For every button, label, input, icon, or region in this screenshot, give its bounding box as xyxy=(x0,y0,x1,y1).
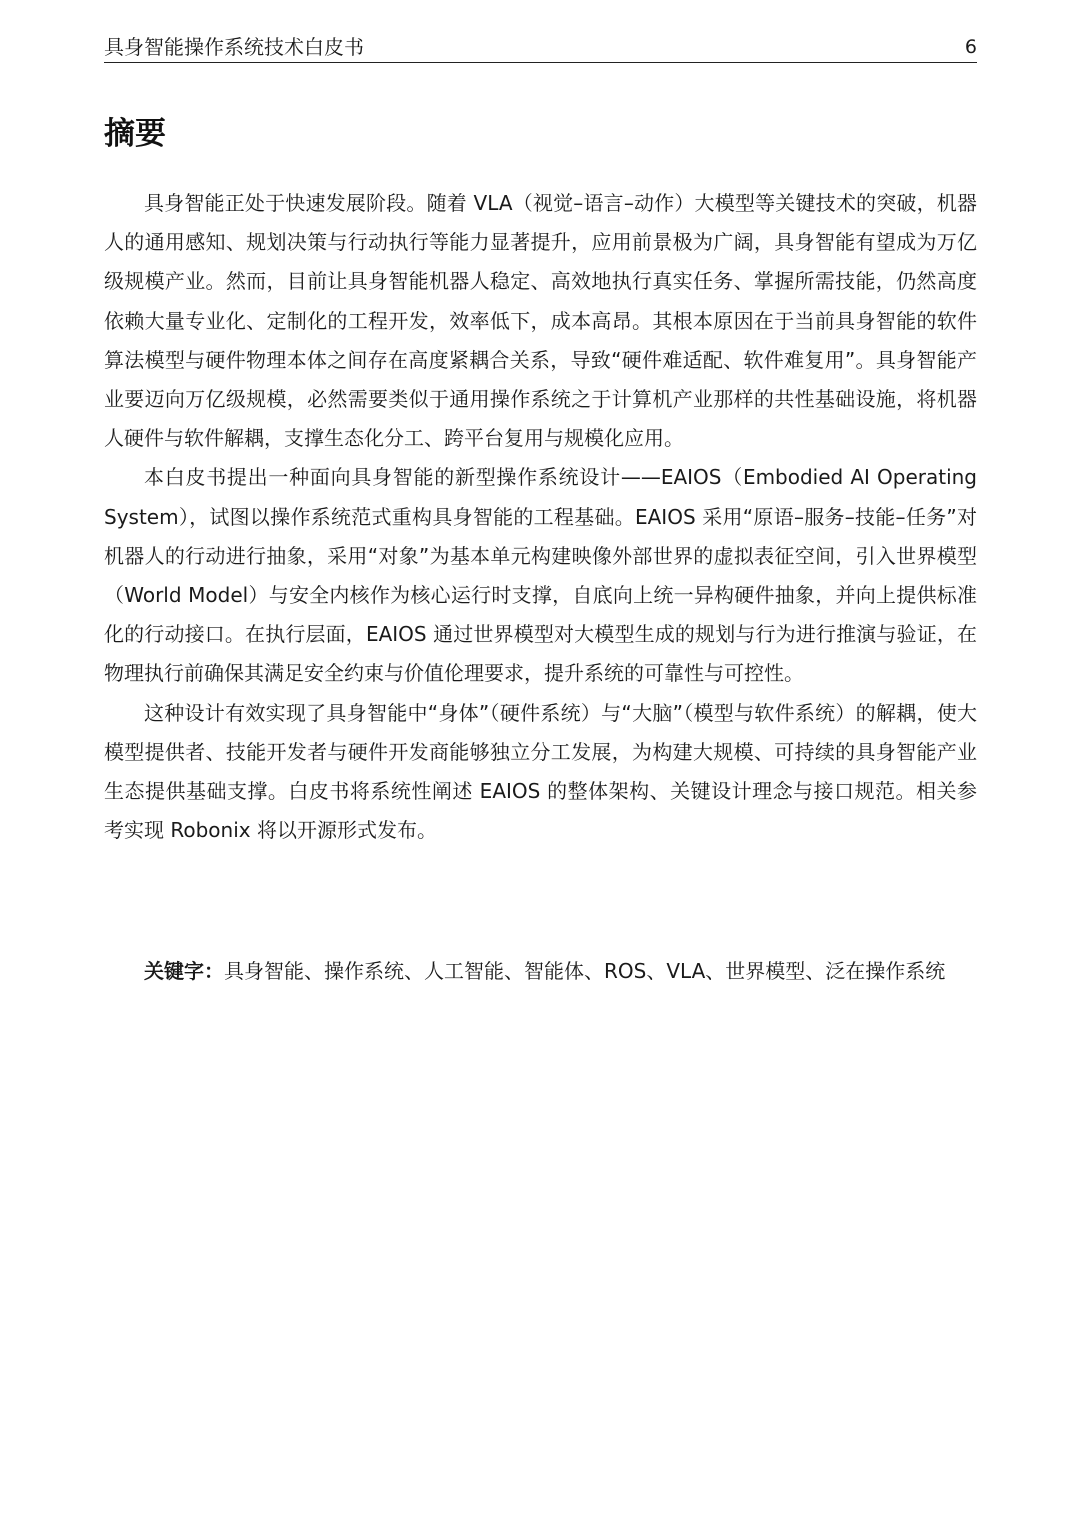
abstract-paragraph: 本白皮书提出一种面向具身智能的新型操作系统设计——EAIOS（Embodied AI Operating System），试图以操作系统范式重构具身智能的工程基础。EAIOS 采用“原语–服务–技能–任务”对机器人的行动进行抽象，采用“对象”为基本单元构建映像外部世界的虚拟表征空间，引入世界模型（World Model）与安全内核作为核心运行时支撑，自底向上统一异构硬件抽象，并向上提供标准化的行动接口。在执行层面，EAIOS 通过世界模型对大模型生成的规划与行为进行推演与验证，在物理执行前确保其满足安全约束与价值伦理要求，提升系统的可靠性与可控性。 xyxy=(104,465,977,686)
running-title: 具身智能操作系统技术白皮书 xyxy=(104,35,364,59)
page-number: 6 xyxy=(964,36,977,58)
abstract-body xyxy=(104,184,977,850)
keywords-label: 关键字： xyxy=(144,959,224,983)
abstract-paragraph: 这种设计有效实现了具身智能中“身体”（硬件系统）与“大脑”（模型与软件系统）的解耦，使大模型提供者、技能开发者与硬件开发商能够独立分工发展，为构建大规模、可持续的具身智能产业生态提供基础支撑。白皮书将系统性阐述 EAIOS 的整体架构、关键设计理念与接口规范。相关参考实现 Robonix 将以开源形式发布。 xyxy=(104,700,977,843)
abstract-paragraph: 具身智能正处于快速发展阶段。随着 VLA（视觉–语言–动作）大模型等关键技术的突破，机器人的通用感知、规划决策与行动执行等能力显著提升，应用前景极为广阔，具身智能有望成为万亿级规模产业。然而，目前让具身智能机器人稳定、高效地执行真实任务、掌握所需技能，仍然高度依赖大量专业化、定制化的工程开发，效率低下，成本高昂。其根本原因在于当前具身智能的软件算法模型与硬件物理本体之间存在高度紧耦合关系，导致“硬件难适配、软件难复用”。具身智能产业要迈向万亿级规模，必然需要类似于通用操作系统之于计算机产业那样的共性基础设施，将机器人硬件与软件解耦，支撑生态化分工、跨平台复用与规模化应用。 xyxy=(104,191,977,451)
section-heading: 摘要 xyxy=(104,116,166,152)
running-header xyxy=(104,32,977,63)
keywords-line xyxy=(104,952,977,991)
keywords-text: 具身智能、操作系统、人工智能、智能体、ROS、VLA、世界模型、泛在操作系统 xyxy=(224,959,946,983)
